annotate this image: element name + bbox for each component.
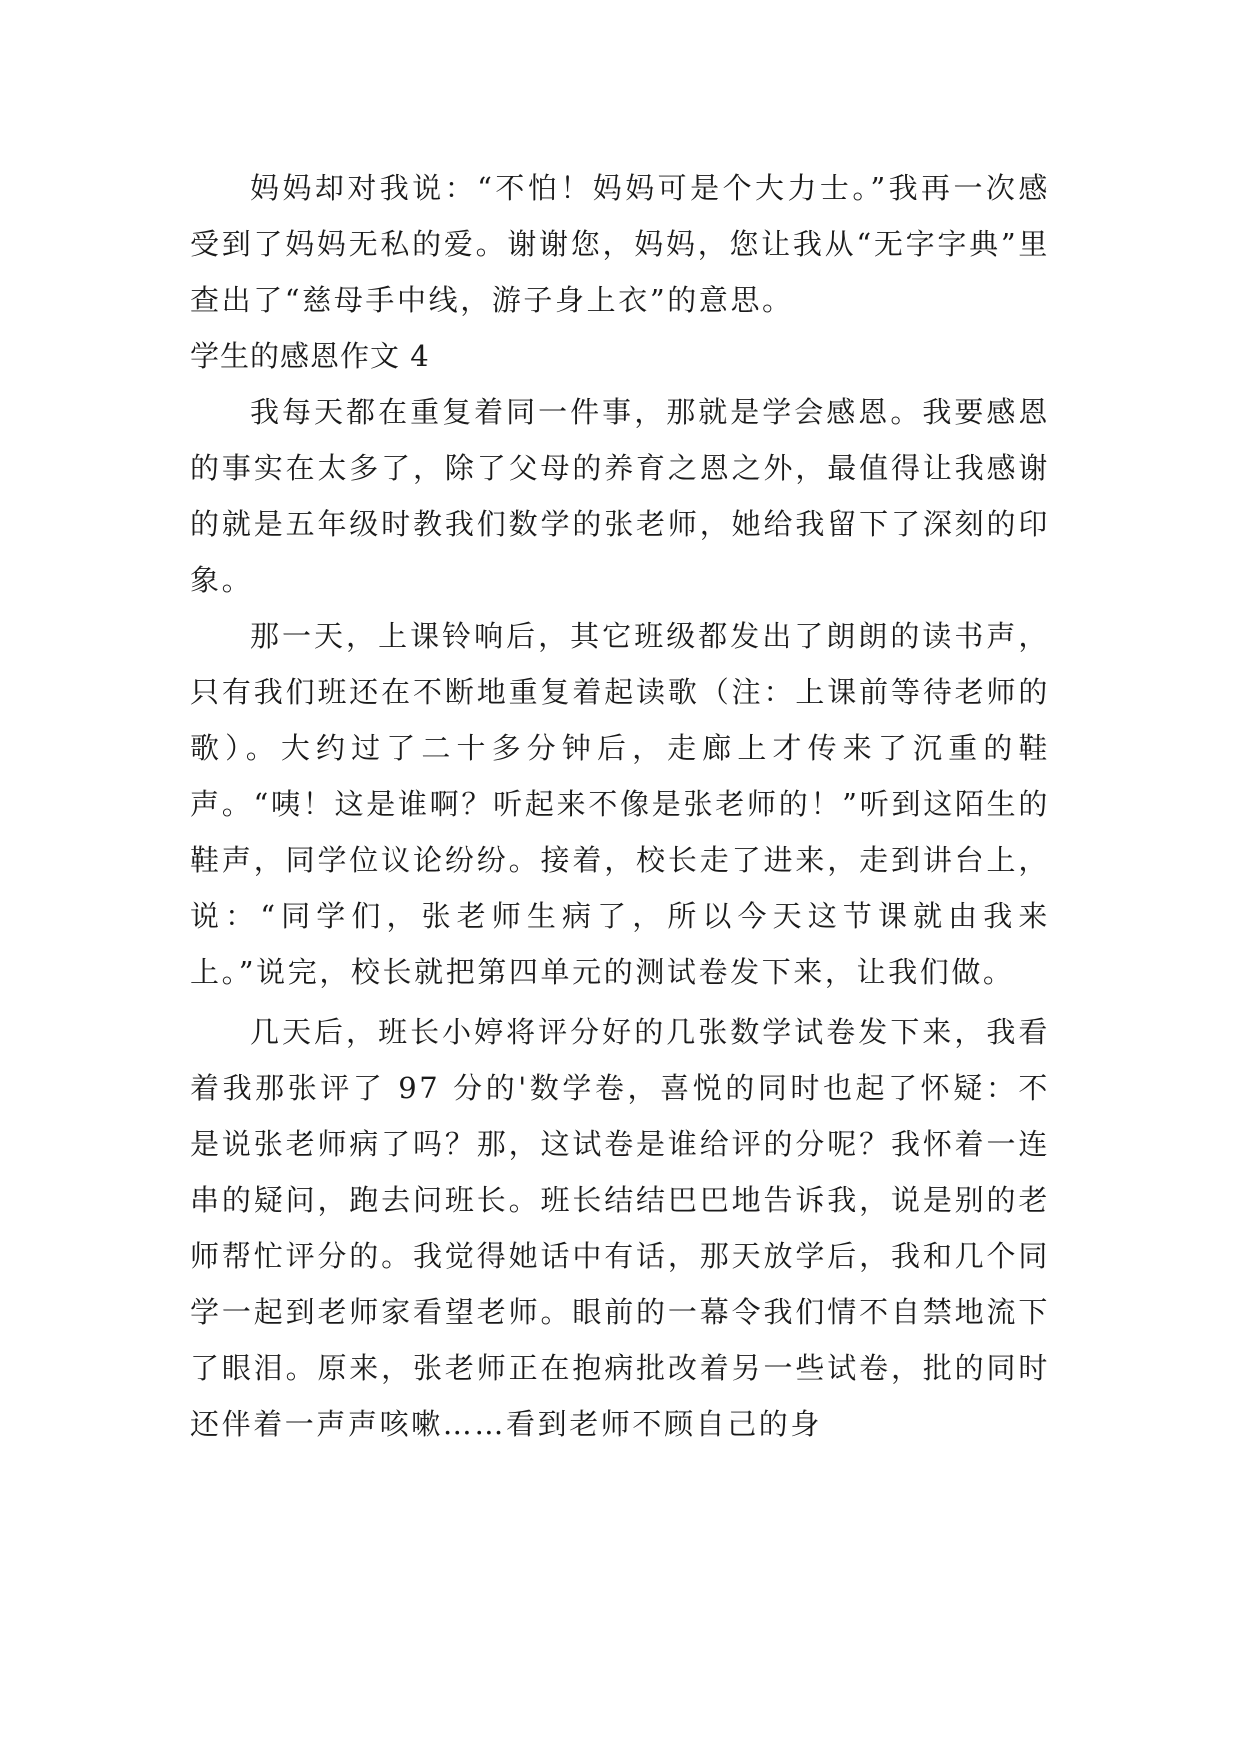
paragraph-teacher-grading: 几天后，班长小婷将评分好的几张数学试卷发下来，我看着我那张评了 97 分的'数学卷，喜悦的同时也起了怀疑：不是说张老师病了吗？那，这试卷是谁给评的分呢？我怀着一连串的疑问，跑去问班长。班长结结巴巴地告诉我，说是别的老师帮忙评分的。我觉得她话中有话，那天放学后，我和几个同学一起到老师家看望老师。眼前的一幕令我们情不自禁地流下了眼泪。原来，张老师正在抱病批改着另一些试卷，批的同时还伴着一声声咳嗽……看到老师不顾自己的身	[190, 1015, 1050, 1441]
paragraph-mother-thanks: 妈妈却对我说：“不怕！妈妈可是个大力士。”我再一次感受到了妈妈无私的爱。谢谢您，妈妈，您让我从“无字字典”里查出了“慈母手中线，游子身上衣”的意思。	[190, 171, 1050, 317]
document-page	[190, 160, 1050, 1452]
paragraph-learn-gratitude: 我每天都在重复着同一件事，那就是学会感恩。我要感恩的事实在太多了，除了父母的养育之恩之外，最值得让我感谢的就是五年级时教我们数学的张老师，她给我留下了深刻的印象。	[190, 395, 1050, 597]
essay-heading: 学生的感恩作文 4	[190, 339, 430, 373]
paragraph-principal-class: 那一天，上课铃响后，其它班级都发出了朗朗的读书声，只有我们班还在不断地重复着起读歌（注：上课前等待老师的歌）。大约过了二十多分钟后，走廊上才传来了沉重的鞋声。“咦！这是谁啊？听起来不像是张老师的！”听到这陌生的鞋声，同学位议论纷纷。接着，校长走了进来，走到讲台上，说：“同学们，张老师生病了，所以今天这节课就由我来上。”说完，校长就把第四单元的测试卷发下来，让我们做。	[190, 619, 1050, 989]
